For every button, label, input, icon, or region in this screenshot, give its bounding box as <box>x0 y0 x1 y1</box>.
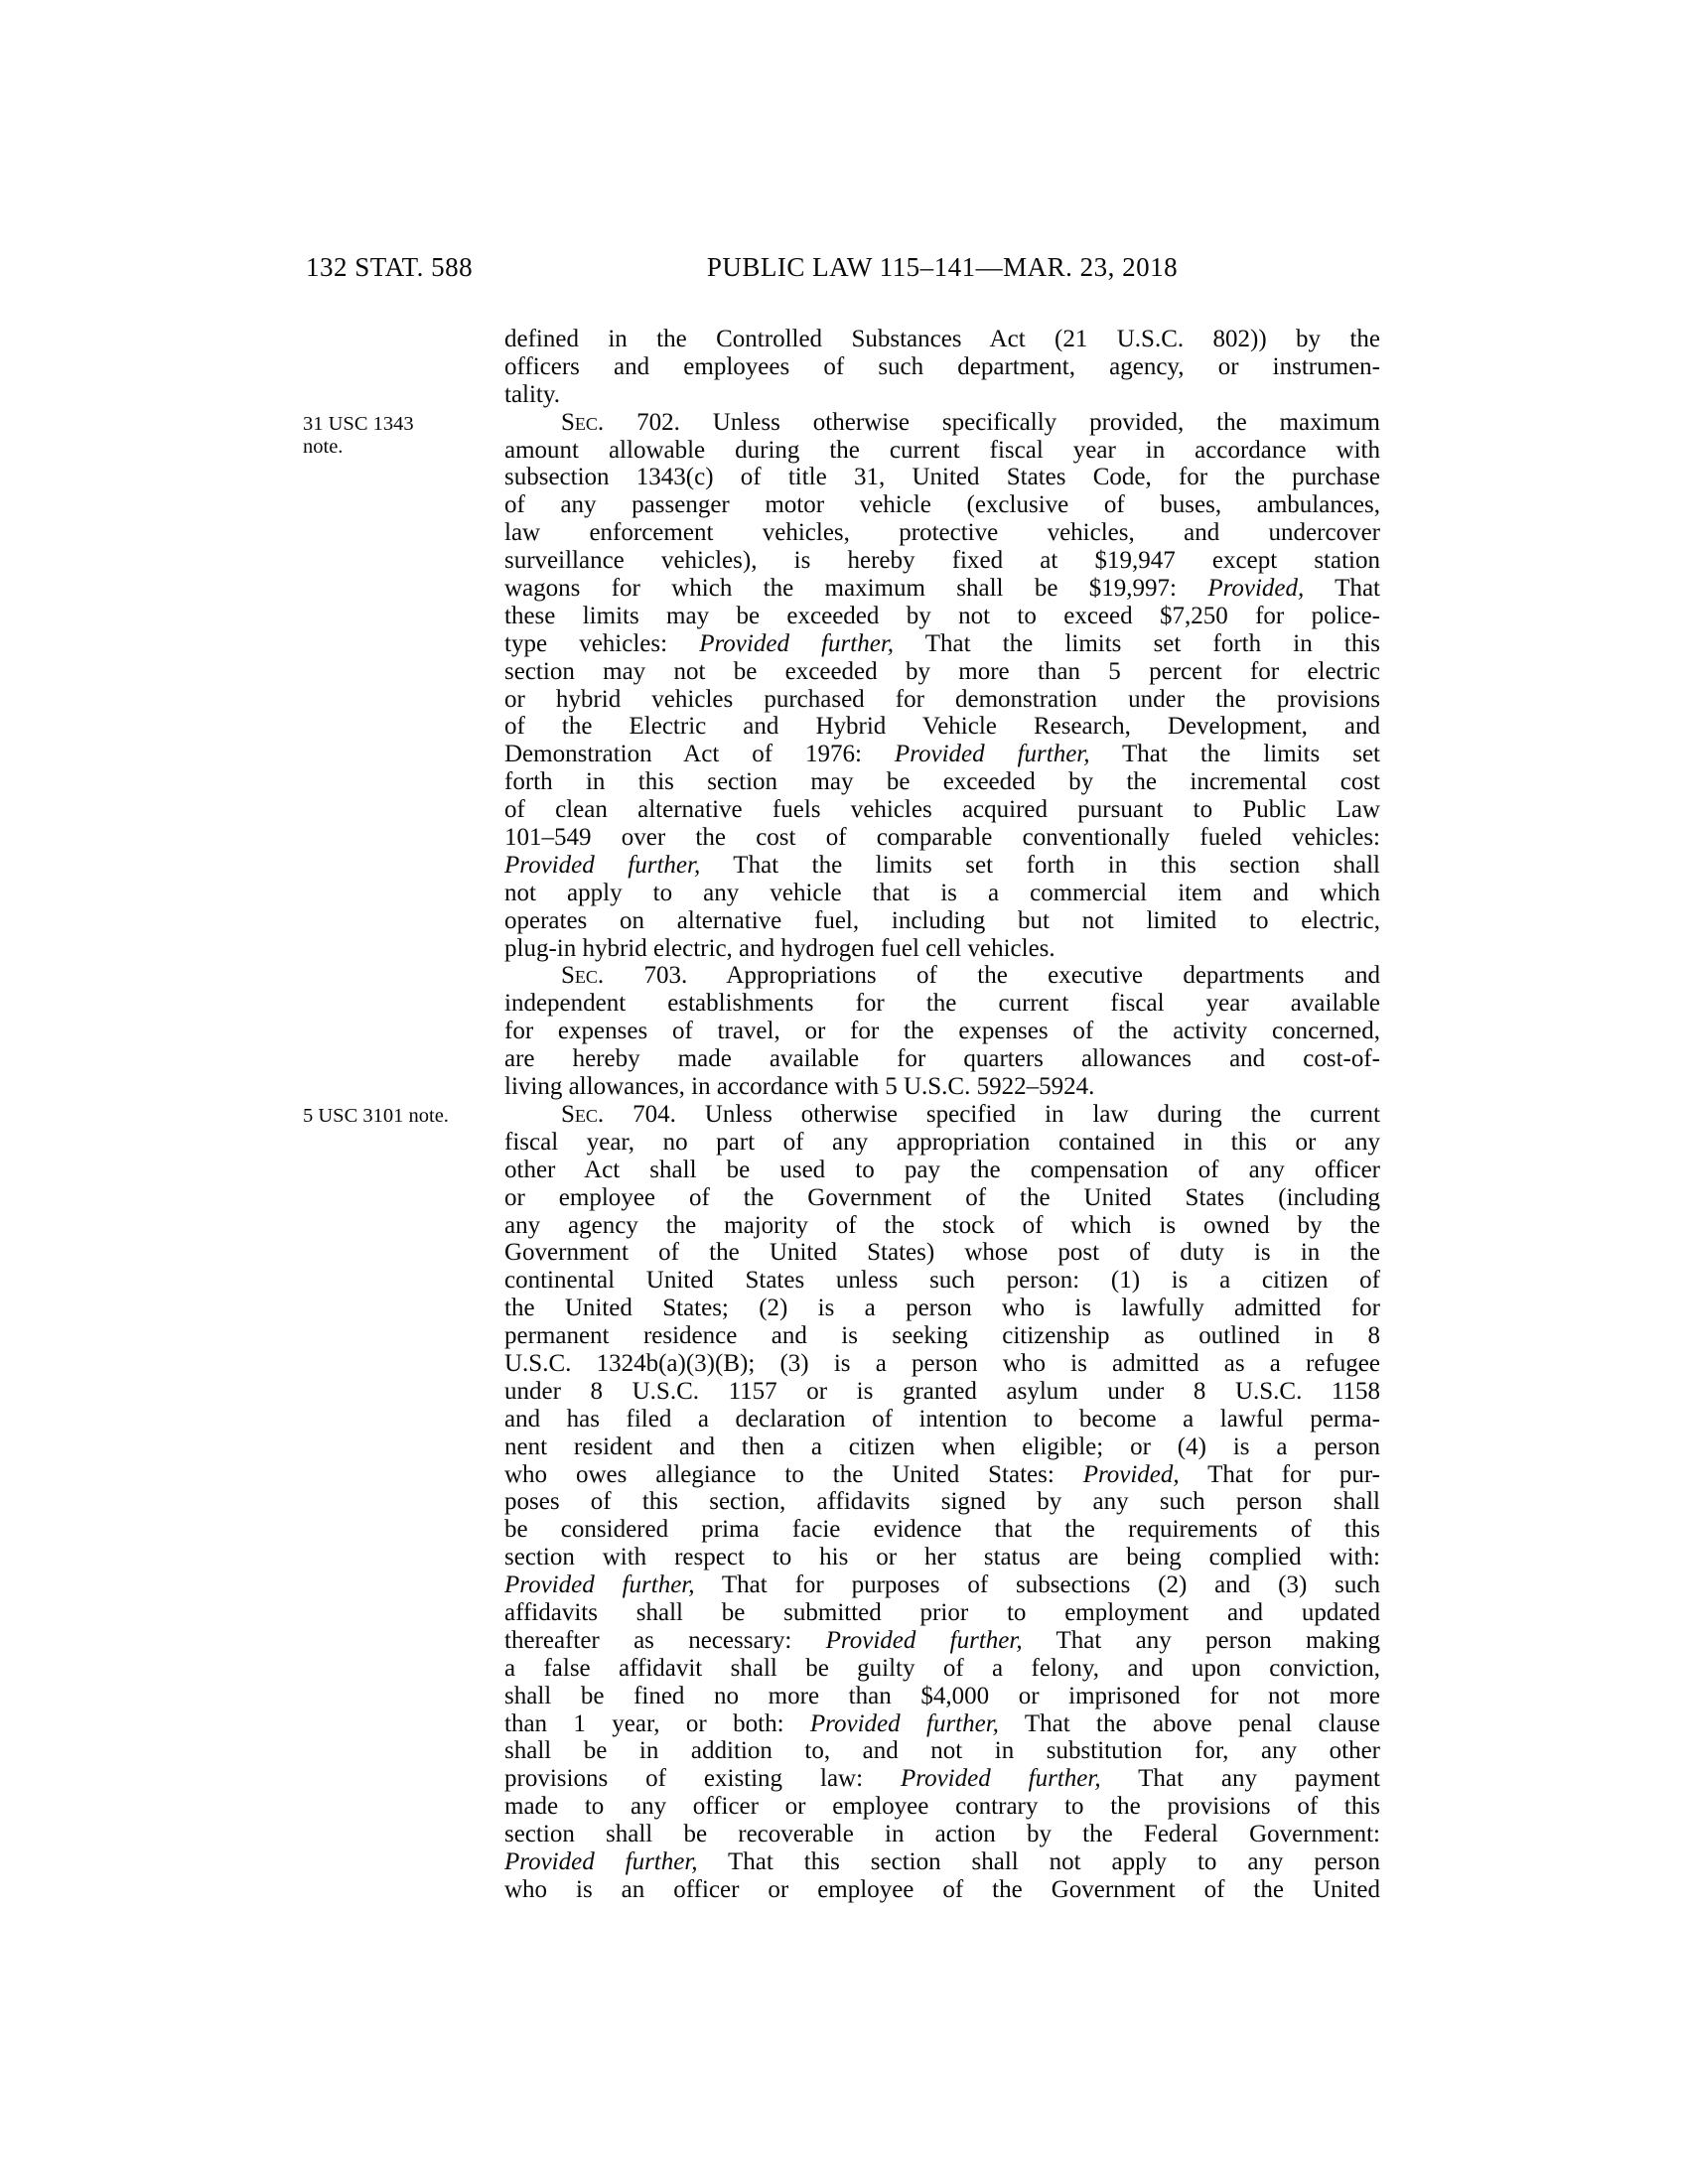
text-line <box>504 713 1380 741</box>
text-line <box>504 1157 1380 1184</box>
text-segment: That for purposes of subsections (2) and (3) such <box>694 1571 1380 1599</box>
text-segment: continental United States unless such person: (1) is a citizen of <box>504 1267 1380 1295</box>
text-line <box>504 630 1380 658</box>
text-segment: the United States; (2) is a person who is lawfully admitted for <box>504 1295 1380 1322</box>
text-segment: poses of this section, affidavits signed by any such person shall <box>504 1488 1380 1516</box>
text-line <box>504 1045 1380 1073</box>
text-segment: section with respect to his or her status are being complied with: <box>504 1544 1380 1571</box>
text-segment: provisions of existing law: <box>504 1765 902 1793</box>
text-segment: section may not be exceeded by more than 5 percent for electric <box>504 657 1380 685</box>
text-segment: of clean alternative fuels vehicles acquired pursuant to Public Law <box>504 796 1380 824</box>
text-line <box>504 1516 1380 1544</box>
text-segment: That the limits set forth in this section shall <box>700 851 1381 879</box>
text-segment: tality. <box>504 380 561 408</box>
text-segment: type vehicles: <box>504 629 700 657</box>
text-segment: of any passenger motor vehicle (exclusive of buses, ambulances, <box>504 491 1380 519</box>
text-line <box>504 1295 1380 1322</box>
body-column <box>303 326 1381 1904</box>
text-segment: made to any officer or employee contrary to the provisions of this <box>504 1793 1380 1821</box>
text-line <box>504 326 1380 353</box>
text-segment: are hereby made available for quarters allowances and cost-of- <box>504 1045 1380 1073</box>
paragraph-sec-703 <box>504 962 1380 1100</box>
paragraph-sec-704 <box>303 1100 1380 1904</box>
text-line <box>504 686 1380 714</box>
proviso-italic-text: Provided, <box>1207 575 1305 603</box>
text-segment: who owes allegiance to the United States: <box>504 1460 1083 1488</box>
text-line <box>504 519 1380 547</box>
text-segment: affidavits shall be submitted prior to employment and updated <box>504 1598 1380 1626</box>
text-line <box>504 1683 1380 1710</box>
section-label: Sec. <box>561 1100 605 1128</box>
text-segment: these limits may be exceeded by not to exceed $7,250 for police- <box>504 602 1380 629</box>
text-segment: That any person making <box>1022 1626 1380 1654</box>
text-line <box>504 1848 1380 1876</box>
text-line <box>504 768 1380 796</box>
text-line <box>504 796 1380 824</box>
page-stat-number: 132 STAT. 588 <box>306 252 474 282</box>
text-segment: 101–549 over the cost of comparable conventionally fueled vehicles: <box>504 824 1380 852</box>
text-segment: permanent residence and is seeking citizenship as outlined in 8 <box>504 1322 1380 1350</box>
text-segment: a false affidavit shall be guilty of a felony, and upon conviction, <box>504 1654 1380 1682</box>
text-line <box>504 1433 1380 1461</box>
margin-note <box>303 1105 497 1128</box>
text-segment: 704. Unless otherwise specified in law during the current <box>604 1100 1380 1128</box>
text-line <box>504 1129 1380 1157</box>
proviso-italic-text: Provided further, <box>504 1571 695 1599</box>
text-line <box>504 547 1380 575</box>
text-line <box>504 1544 1380 1571</box>
text-segment: than 1 year, or both: <box>504 1709 810 1737</box>
proviso-italic-text: Provided, <box>1082 1460 1180 1488</box>
text-line <box>504 1876 1380 1904</box>
text-line <box>504 1599 1380 1627</box>
text-line <box>504 1073 1380 1101</box>
margin-note-line: note. <box>303 435 344 458</box>
text-segment: of the Electric and Hybrid Vehicle Research, Development, and <box>504 713 1380 741</box>
section-label: Sec. <box>561 962 605 990</box>
text-segment: shall be in addition to, and not in substitution for, any other <box>504 1737 1380 1765</box>
text-line <box>504 852 1380 880</box>
text-line <box>504 1184 1380 1212</box>
text-segment: or employee of the Government of the United States (including <box>504 1183 1380 1211</box>
proviso-italic-text: Provided further, <box>504 851 701 879</box>
text-line <box>504 491 1380 519</box>
text-line <box>504 880 1380 907</box>
text-segment: other Act shall be used to pay the compensation of any officer <box>504 1156 1380 1183</box>
text-line <box>504 353 1380 381</box>
text-segment: 703. Appropriations of the executive departments and <box>604 962 1380 990</box>
text-line <box>504 907 1380 935</box>
text-line <box>504 1765 1380 1793</box>
text-segment: 702. Unless otherwise specifically provided, the maximum <box>604 408 1380 436</box>
text-line <box>504 1212 1380 1240</box>
margin-note <box>303 413 497 459</box>
text-segment: thereafter as necessary: <box>504 1626 826 1654</box>
text-line <box>504 658 1380 686</box>
text-segment: operates on alternative fuel, including but not limited to electric, <box>504 906 1380 934</box>
text-segment: That <box>1304 575 1380 603</box>
text-line <box>504 1821 1380 1848</box>
text-line <box>504 1571 1380 1599</box>
text-line <box>504 1710 1380 1738</box>
text-line <box>504 962 1380 990</box>
text-segment: who is an officer or employee of the Government of the United <box>504 1875 1380 1903</box>
proviso-italic-text: Provided further, <box>699 629 895 657</box>
text-segment: or hybrid vehicles purchased for demonstration under the provisions <box>504 685 1380 713</box>
proviso-italic-text: Provided further, <box>809 1709 999 1737</box>
text-line <box>504 1627 1380 1655</box>
text-segment: and has filed a declaration of intention to become a lawful perma- <box>504 1405 1380 1433</box>
text-line <box>504 1461 1380 1489</box>
proviso-italic-text: Provided further, <box>504 1847 698 1875</box>
text-line <box>504 1655 1380 1683</box>
text-line <box>504 1488 1380 1516</box>
text-line <box>504 437 1380 465</box>
text-line <box>504 409 1380 437</box>
text-segment: law enforcement vehicles, protective vehicles, and undercover <box>504 519 1380 547</box>
text-line <box>504 1101 1380 1129</box>
text-line <box>504 464 1380 491</box>
text-segment: nent resident and then a citizen when eligible; or (4) is a person <box>504 1433 1380 1460</box>
text-line <box>504 935 1380 963</box>
text-line <box>504 1406 1380 1433</box>
text-segment: under 8 U.S.C. 1157 or is granted asylum under 8 U.S.C. 1158 <box>504 1377 1380 1405</box>
text-line <box>504 1239 1380 1267</box>
text-segment: be considered prima facie evidence that the requirements of this <box>504 1516 1380 1544</box>
text-segment: fiscal year, no part of any appropriation contained in this or any <box>504 1128 1380 1156</box>
margin-note-line: 5 USC 3101 note. <box>303 1104 449 1127</box>
text-line <box>504 1267 1380 1295</box>
text-line <box>504 824 1380 852</box>
text-line <box>504 990 1380 1018</box>
proviso-italic-text: Provided further, <box>901 1765 1101 1793</box>
text-line <box>504 575 1380 603</box>
text-segment: Government of the United States) whose post of duty is in the <box>504 1239 1380 1267</box>
paragraph-sec-702 <box>303 408 1381 963</box>
text-line <box>504 1793 1380 1821</box>
text-segment: U.S.C. 1324b(a)(3)(B); (3) is a person who is admitted as a refugee <box>504 1349 1380 1377</box>
text-line <box>504 1350 1380 1378</box>
proviso-italic-text: Provided further, <box>825 1626 1023 1654</box>
text-segment: forth in this section may be exceeded by the incremental cost <box>504 768 1380 796</box>
text-segment: wagons for which the maximum shall be $19,997: <box>504 575 1208 603</box>
text-segment: officers and employees of such department, agency, or instrumen- <box>504 352 1380 380</box>
text-line <box>504 381 1380 409</box>
text-segment: That any payment <box>1100 1765 1380 1793</box>
text-segment: section shall be recoverable in action by the Federal Government: <box>504 1821 1380 1848</box>
text-segment: That the limits set forth in this <box>894 629 1381 657</box>
text-segment: shall be fined no more than $4,000 or imprisoned for not more <box>504 1682 1380 1709</box>
text-line <box>504 1378 1380 1406</box>
text-segment: any agency the majority of the stock of which is owned by the <box>504 1211 1380 1239</box>
text-line <box>504 603 1380 630</box>
paragraph-intro-continuation <box>504 326 1380 409</box>
public-law-header: PUBLIC LAW 115–141—MAR. 23, 2018 <box>706 252 1179 282</box>
text-segment: living allowances, in accordance with 5 U.S.C. 5922–5924. <box>504 1073 1095 1101</box>
text-segment: defined in the Controlled Substances Act (21 U.S.C. 802)) by the <box>504 326 1380 352</box>
text-segment: Demonstration Act of 1976: <box>504 741 895 768</box>
text-segment: subsection 1343(c) of title 31, United States Code, for the purchase <box>504 464 1380 491</box>
text-segment: That the above penal clause <box>998 1709 1380 1737</box>
text-segment: for expenses of travel, or for the expenses of the activity concerned, <box>504 1018 1380 1045</box>
text-segment: plug-in hybrid electric, and hydrogen fuel cell vehicles. <box>504 934 1055 962</box>
text-line <box>504 741 1380 768</box>
text-segment: amount allowable during the current fiscal year in accordance with <box>504 436 1380 464</box>
text-line <box>504 1322 1380 1350</box>
section-label: Sec. <box>561 408 605 436</box>
text-segment: That for pur- <box>1179 1460 1380 1488</box>
proviso-italic-text: Provided further, <box>894 741 1090 768</box>
text-segment: not apply to any vehicle that is a commercial item and which <box>504 879 1380 906</box>
text-segment: surveillance vehicles), is hereby fixed at $19,947 except station <box>504 547 1380 575</box>
text-line <box>504 1018 1380 1045</box>
text-line <box>504 1737 1380 1765</box>
margin-note-line: 31 USC 1343 <box>303 412 414 435</box>
text-segment: That this section shall not apply to any person <box>697 1847 1380 1875</box>
text-segment: independent establishments for the current fiscal year available <box>504 990 1380 1018</box>
text-segment: That the limits set <box>1089 741 1381 768</box>
